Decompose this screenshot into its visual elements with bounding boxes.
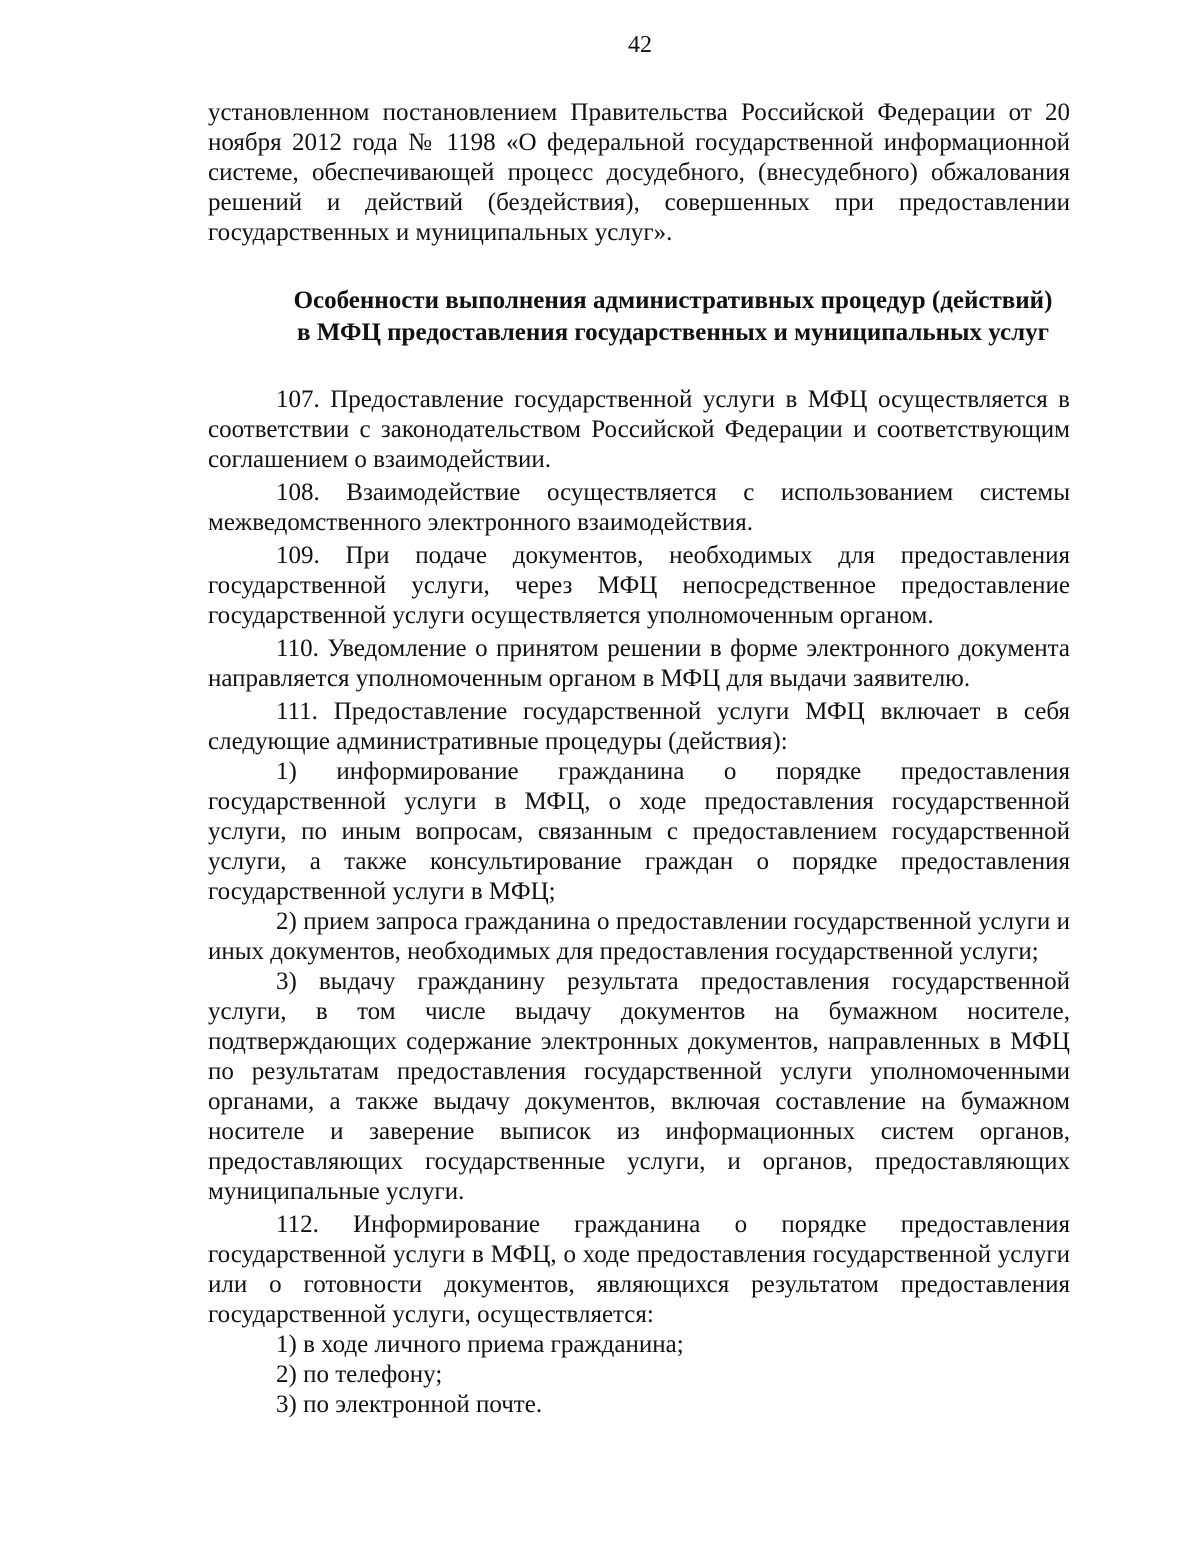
page-number: 42: [628, 32, 652, 58]
list-item-telephone: 2) по телефону;: [276, 1361, 443, 1388]
paragraph-111-item-2: 2) прием запроса гражданина о предоставлении государственной услуги и иных документов, необходимых для предоставления государственной услуги;: [208, 908, 1070, 965]
paragraph-107: 107. Предоставление государственной услуги в МФЦ осуществляется в соответствии с законодательством Российской Федерации и соответствующим соглашением о взаимодействии.: [208, 386, 1070, 473]
paragraph-111-item-1: 1) информирование гражданина о порядке предоставления государственной услуги в МФЦ, о ходе предоставления государственной услуги, по иным вопросам, связанным с предоставлением государственной услуги, а также консультирование граждан о порядке предоставления государственной услуги в МФЦ;: [208, 758, 1070, 905]
paragraph-108: 108. Взаимодействие осуществляется с использованием системы межведомственного электронного взаимодействия.: [208, 479, 1070, 536]
intro-paragraph: установленном постановлением Правительства Российской Федерации от 20 ноября 2012 года № 1198 «О федеральной государственной информационной системе, обеспечивающей процесс досудебного, (внесудебного) обжалования решений и действий (бездействия), совершенных при предоставлении государственных и муниципальных услуг».: [208, 99, 1070, 246]
paragraph-110: 110. Уведомление о принятом решении в форме электронного документа направляется уполномоченным органом в МФЦ для выдачи заявителю.: [208, 635, 1070, 692]
section-heading-line-2: в МФЦ предоставления государственных и муниципальных услуг: [296, 319, 1050, 346]
document-body: [208, 98, 1070, 1420]
list-item-personal-reception: 1) в ходе личного приема гражданина;: [276, 1331, 684, 1358]
paragraph-109: 109. При подаче документов, необходимых для предоставления государственной услуги, через МФЦ непосредственное предоставление государственной услуги осуществляется уполномоченным органом.: [208, 542, 1070, 629]
section-heading: [208, 285, 1070, 349]
section-heading-line-1: Особенности выполнения административных процедур (действий): [293, 287, 1053, 314]
paragraph-112: 112. Информирование гражданина о порядке предоставления государственной услуги в МФЦ, о ходе предоставления государственной услуги или о готовности документов, являющихся результатом предоставления государственной услуги, осуществляется:: [208, 1211, 1070, 1328]
paragraph-111-item-3: 3) выдачу гражданину результата предоставления государственной услуги, в том числе выдачу документов на бумажном носителе, подтверждающих содержание электронных документов, направленных в МФЦ по результатам предоставления государственной услуги уполномоченными органами, а также выдачу документов, включая составление на бумажном носителе и заверение выписок из информационных систем органов, предоставляющих государственные услуги, и органов, предоставляющих муниципальные услуги.: [208, 968, 1070, 1205]
paragraph-111: 111. Предоставление государственной услуги МФЦ включает в себя следующие административные процедуры (действия):: [208, 698, 1070, 755]
list-item-email: 3) по электронной почте.: [276, 1391, 543, 1418]
